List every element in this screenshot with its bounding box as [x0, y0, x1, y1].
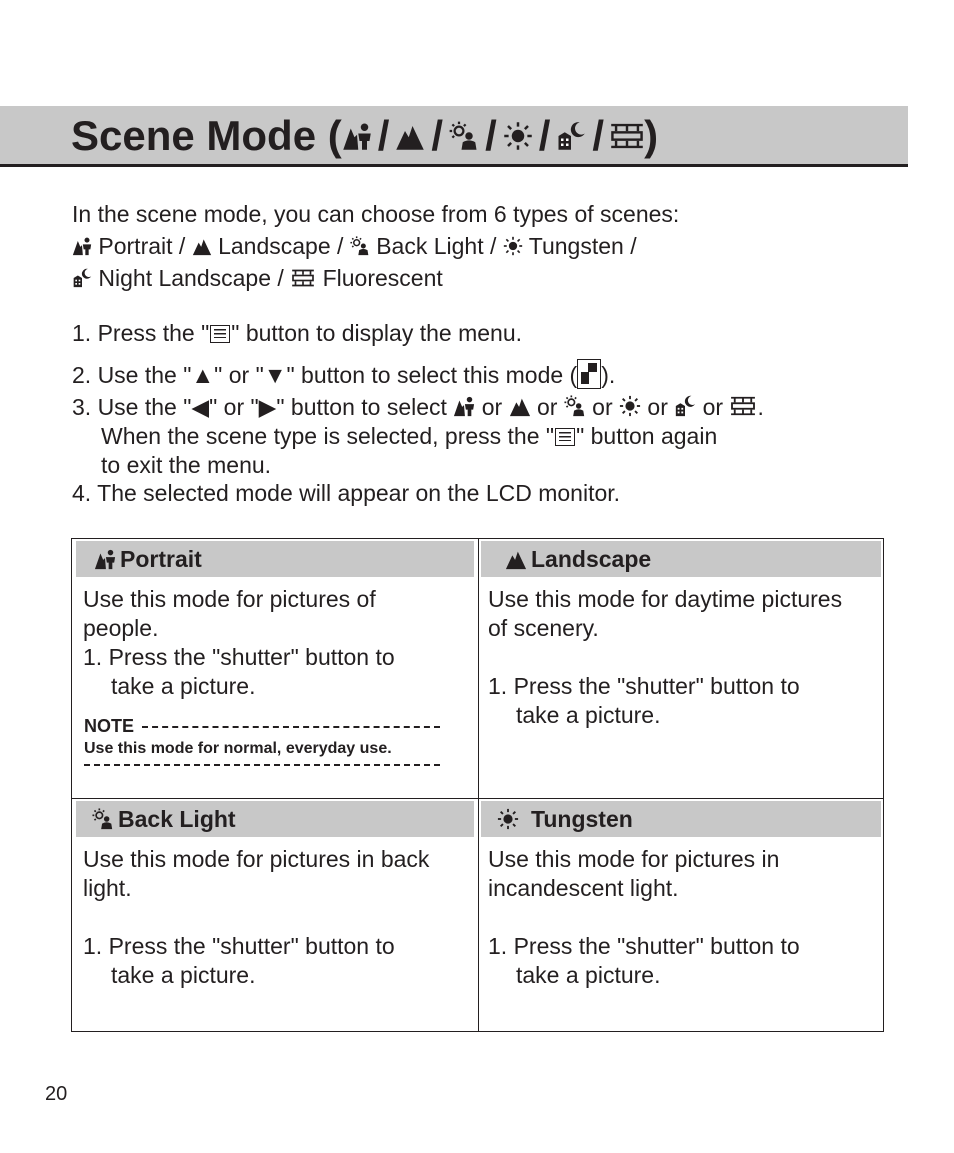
landscape-icon — [505, 548, 527, 570]
tungsten-icon — [497, 808, 519, 830]
step-3-line-2 — [101, 422, 717, 451]
backlight-body — [83, 845, 429, 990]
intro-text — [72, 198, 679, 294]
or-text: or — [592, 394, 613, 420]
scene-mode-icon — [577, 359, 601, 389]
backlight-header — [76, 801, 474, 837]
separator: / — [623, 233, 637, 259]
portrait-icon — [94, 548, 116, 570]
arrow-down-icon: ▼ — [263, 362, 287, 388]
step-text: " or " — [209, 394, 259, 420]
spacer — [488, 903, 800, 932]
portrait-body — [83, 585, 395, 701]
body-line: take a picture. — [111, 673, 256, 699]
backlight-icon — [92, 808, 114, 830]
step-2 — [72, 359, 615, 390]
note-header — [84, 715, 440, 737]
or-text: or — [481, 394, 503, 420]
step-4: 4. The selected mode will appear on the LCD monitor. — [72, 480, 621, 506]
separator: / — [271, 265, 291, 291]
step-3-line-3: to exit the menu. — [101, 452, 272, 478]
landscape-header — [481, 541, 881, 577]
tungsten-body — [488, 845, 800, 990]
night-landscape-icon — [556, 121, 586, 151]
header-label: Portrait — [120, 546, 202, 572]
body-line: light. — [83, 875, 132, 901]
portrait-icon — [342, 121, 372, 151]
step-3 — [72, 393, 764, 422]
title-separator: / — [377, 112, 390, 159]
landscape-body — [488, 585, 842, 730]
tungsten-icon — [503, 121, 533, 151]
body-line: take a picture. — [516, 962, 661, 988]
step-text: " or " — [214, 362, 264, 388]
body-line: of scenery. — [488, 615, 599, 641]
or-text: or — [536, 394, 558, 420]
title-close: ) — [644, 112, 659, 159]
landscape-icon — [509, 395, 531, 417]
note-label: NOTE — [84, 715, 135, 736]
intro-line: In the scene mode, you can choose from 6 types of scenes: — [72, 201, 680, 227]
scene-list-line-2 — [72, 262, 679, 294]
body-line: 1. Press the "shutter" button to — [83, 933, 395, 959]
arrow-left-icon: ◀ — [191, 394, 210, 420]
step-1 — [72, 319, 522, 348]
body-line: Use this mode for pictures in back — [83, 846, 430, 872]
tungsten-icon — [619, 395, 641, 417]
backlight-icon — [449, 121, 479, 151]
separator: / — [172, 233, 192, 259]
backlight-icon — [564, 395, 586, 417]
note-dash-line — [84, 764, 440, 766]
portrait-icon — [72, 236, 92, 256]
page-title — [71, 113, 658, 159]
scene-landscape-label: Landscape — [218, 233, 331, 259]
spacer — [83, 903, 429, 932]
body-line: Use this mode for pictures of — [83, 586, 376, 612]
landscape-icon — [192, 236, 212, 256]
title-separator: / — [485, 112, 497, 159]
body-line: Use this mode for daytime pictures — [488, 586, 843, 612]
separator: / — [483, 233, 503, 259]
spacer — [488, 643, 842, 672]
body-line: Use this mode for pictures in — [488, 846, 780, 872]
night-landscape-icon — [72, 268, 92, 288]
body-line: 1. Press the "shutter" button to — [83, 644, 395, 670]
body-line: incandescent light. — [488, 875, 679, 901]
portrait-header — [76, 541, 474, 577]
scene-table — [71, 538, 884, 1032]
step-text: When the scene type is selected, press the " — [101, 423, 555, 449]
or-text: or — [702, 394, 724, 420]
or-text: or — [647, 394, 668, 420]
step-text: " button to display the menu. — [231, 320, 523, 346]
fluorescent-icon — [290, 268, 316, 288]
body-line: 1. Press the "shutter" button to — [488, 673, 800, 699]
step-text: " button to select — [276, 394, 447, 420]
backlight-icon — [350, 236, 370, 256]
table-divider-vertical — [478, 539, 479, 1031]
fluorescent-icon — [729, 395, 757, 417]
table-divider-horizontal — [72, 798, 883, 799]
note-box — [84, 715, 440, 766]
note-dash-line — [142, 726, 440, 728]
body-line: take a picture. — [516, 702, 661, 728]
step-text: 3. Use the " — [72, 394, 192, 420]
scene-list-line-1 — [72, 230, 679, 262]
header-label: Tungsten — [531, 806, 633, 832]
menu-button-icon — [555, 428, 575, 446]
step-text: 2. Use the " — [72, 362, 192, 388]
step-text: 1. Press the " — [72, 320, 210, 346]
header-label: Back Light — [118, 806, 236, 832]
page-number: 20 — [45, 1083, 68, 1105]
scene-backlight-label: Back Light — [376, 233, 484, 259]
scene-fluorescent-label: Fluorescent — [322, 265, 443, 291]
arrow-up-icon: ▲ — [191, 362, 215, 388]
tungsten-icon — [503, 236, 523, 256]
step-text: . — [757, 394, 764, 420]
night-landscape-icon — [674, 395, 696, 417]
header-label: Landscape — [531, 546, 652, 572]
step-text: " button to select this mode ( — [286, 362, 578, 388]
fluorescent-icon — [610, 121, 644, 151]
arrow-right-icon: ▶ — [258, 394, 277, 420]
step-text: " button again — [576, 423, 718, 449]
portrait-icon — [453, 395, 475, 417]
tungsten-header — [481, 801, 881, 837]
body-line: 1. Press the "shutter" button to — [488, 933, 800, 959]
title-separator: / — [431, 112, 444, 159]
title-text: Scene Mode ( — [71, 112, 342, 159]
body-line: take a picture. — [111, 962, 256, 988]
separator: / — [330, 233, 350, 259]
note-text: Use this mode for normal, everyday use. — [84, 740, 392, 757]
scene-night-label: Night Landscape — [98, 265, 272, 291]
title-separator: / — [538, 112, 551, 159]
scene-tungsten-label: Tungsten — [528, 233, 624, 259]
landscape-icon — [395, 121, 425, 151]
scene-portrait-label: Portrait — [98, 233, 173, 259]
step-text: ). — [601, 362, 616, 388]
body-line: people. — [83, 615, 159, 641]
menu-button-icon — [210, 325, 230, 343]
title-separator: / — [592, 112, 605, 159]
